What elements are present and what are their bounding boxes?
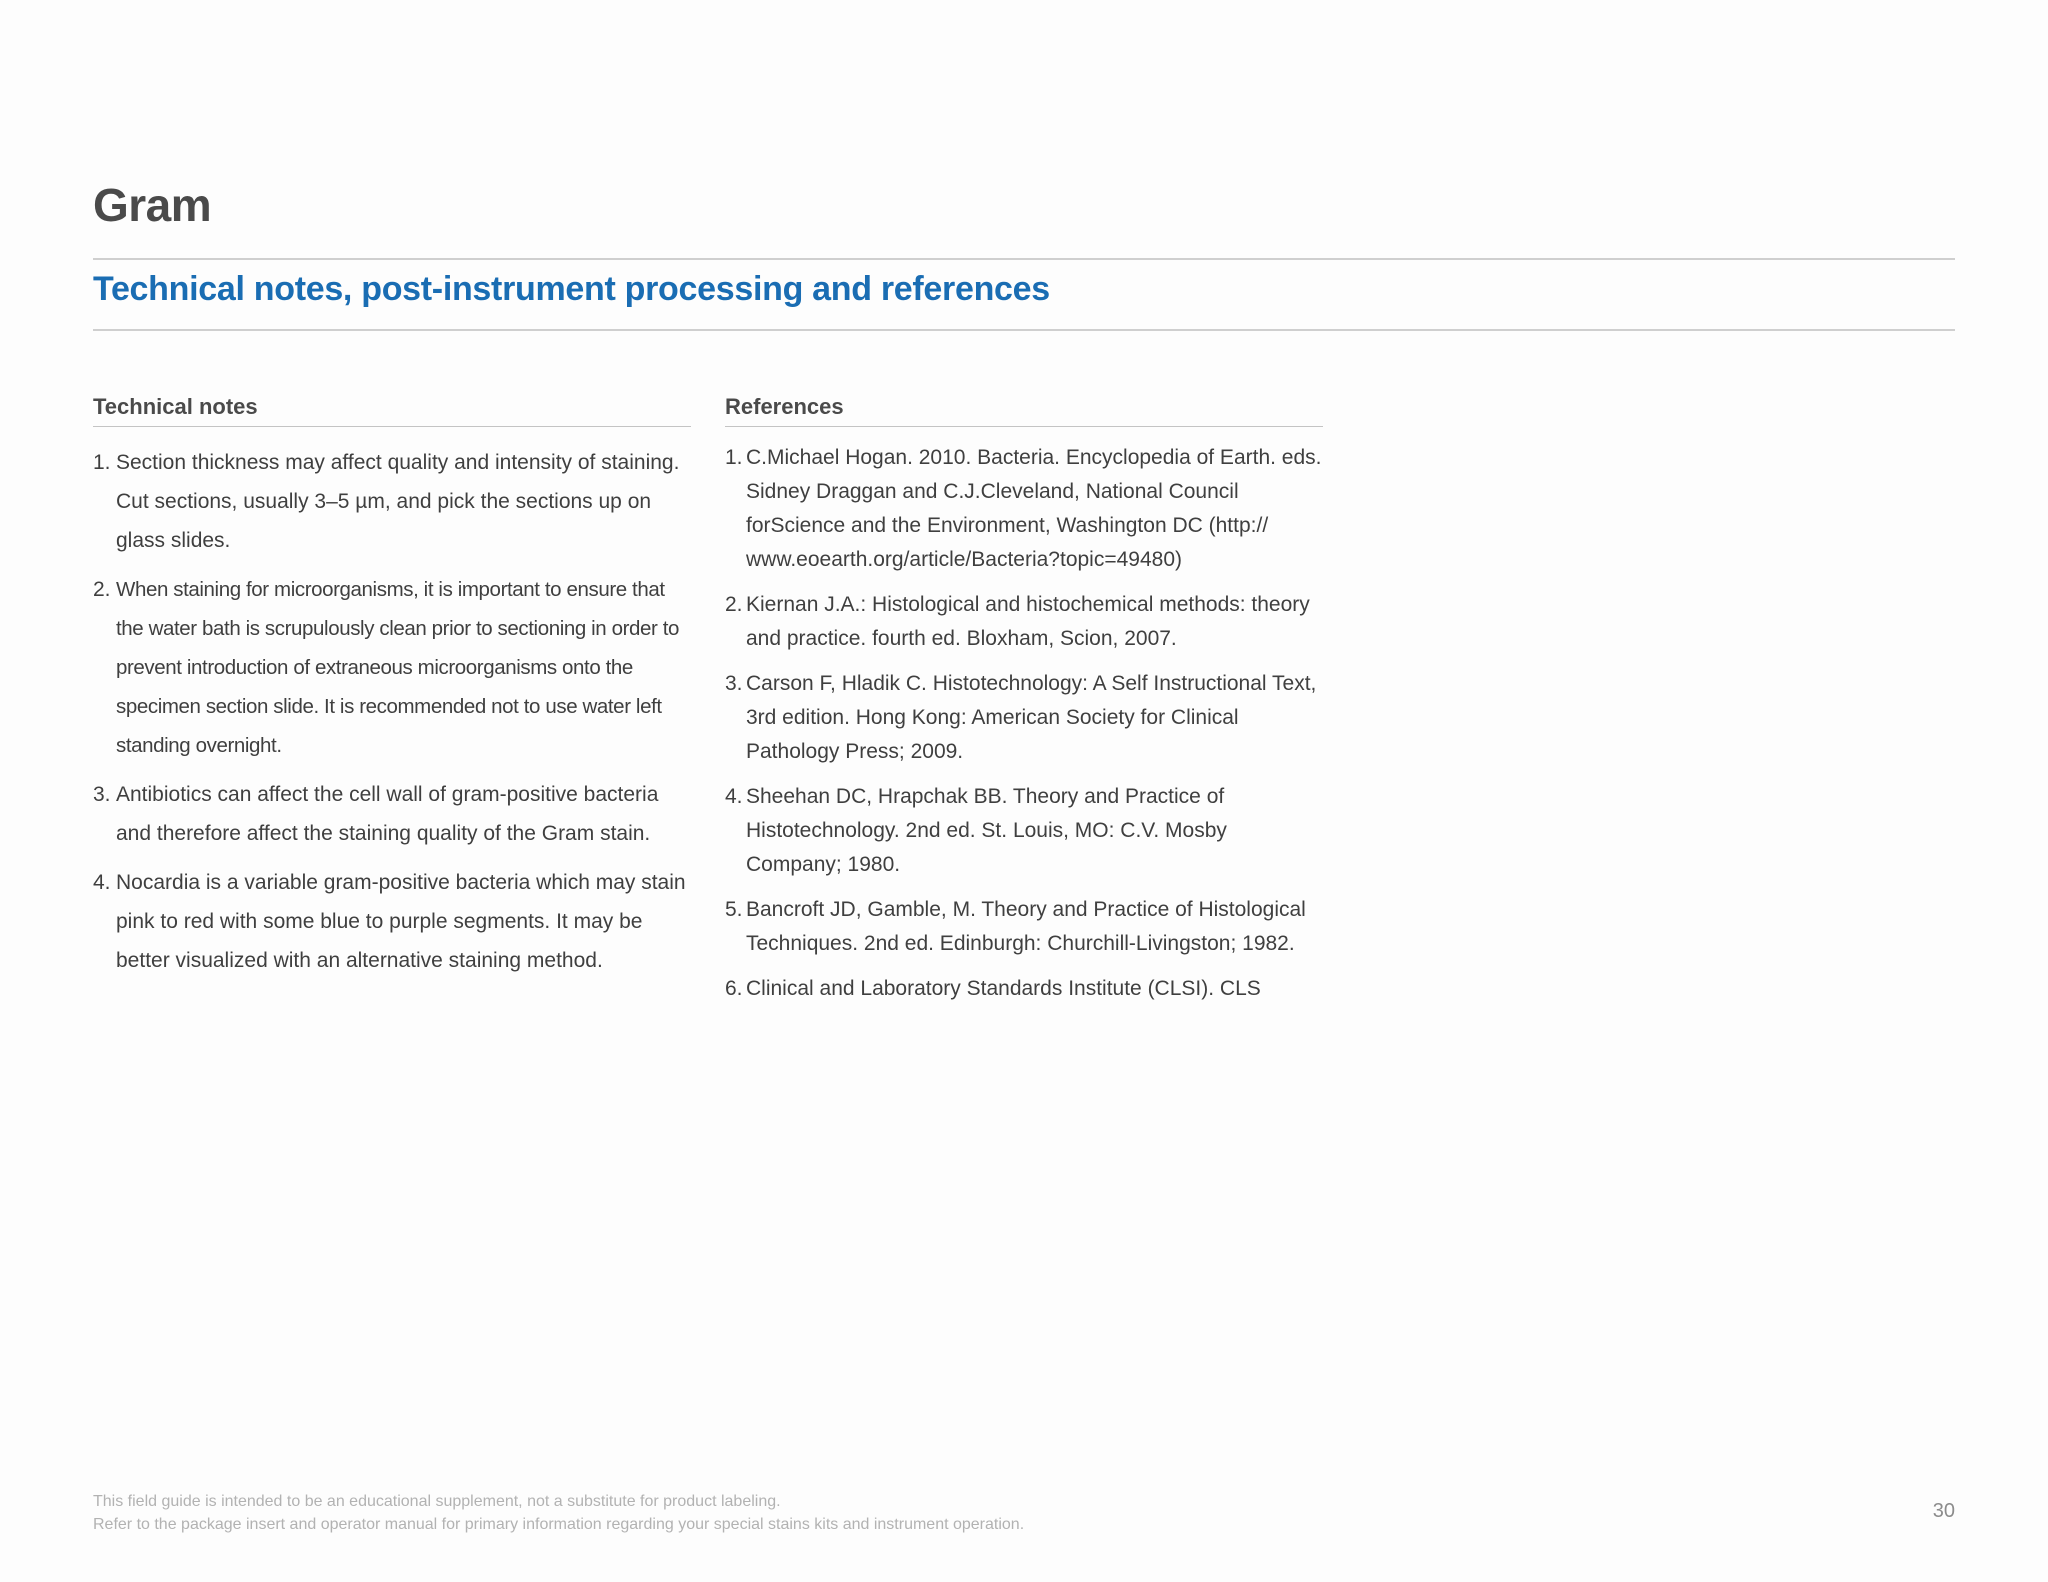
item-number: 1. [93,451,111,474]
technical-note-item [93,775,691,853]
footer-disclaimer [93,1490,1024,1536]
item-text: Carson F, Hladik C. Histotechnology: A Self Instructional Text, 3rd edition. Hong Kong: American Society for Clinical Pathology Press; 2009. [746,672,1317,763]
disclaimer-line: This field guide is intended to be an educational supplement, not a substitute for product labeling. [93,1493,781,1510]
item-number: 5. [725,898,743,921]
item-text: C.Michael Hogan. 2010. Bacteria. Encyclopedia of Earth. eds. Sidney Draggan and C.J.Cleveland, National Council forScience and the Environment, Washington DC (http:// www.eoearth.org/article/Bacteria?topic=49480) [746,446,1322,571]
item-number: 3. [725,672,743,695]
technical-notes-list [93,443,691,980]
item-text: Clinical and Laboratory Standards Institute (CLSI). CLS [746,977,1261,1000]
reference-item [725,667,1323,769]
references-column [725,394,1323,1017]
item-number: 6. [725,977,743,1000]
item-text: Antibiotics can affect the cell wall of gram-positive bacteria and therefore affect the staining quality of the Gram stain. [116,783,659,845]
references-heading: References [725,394,1323,427]
references-list [725,441,1323,1006]
item-text: When staining for microorganisms, it is important to ensure that the water bath is scrupulously clean prior to sectioning in order to prevent introduction of extraneous microorganisms onto the specimen section slide. It is recommended not to use water left standing overnight. [116,578,680,757]
section-divider [93,329,1955,331]
reference-item [725,893,1323,961]
section-title: Technical notes, post-instrument processing and references [93,270,1050,308]
item-text: Kiernan J.A.: Histological and histochemical methods: theory and practice. fourth ed. Bloxham, Scion, 2007. [746,593,1310,650]
technical-note-item [93,570,691,765]
document-page [93,0,1955,1582]
reference-item [725,441,1323,577]
page-title: Gram [93,179,212,231]
item-number: 2. [725,593,743,616]
reference-item [725,972,1323,1006]
technical-notes-heading: Technical notes [93,394,691,427]
item-number: 1. [725,446,743,469]
disclaimer-line: Refer to the package insert and operator manual for primary information regarding your special stains kits and instrument operation. [93,1516,1025,1533]
item-number: 2. [93,578,111,601]
reference-item [725,588,1323,656]
item-number: 4. [725,785,743,808]
page-number: 30 [1932,1500,1955,1522]
technical-notes-column [93,394,691,990]
technical-note-item [93,863,691,980]
reference-item [725,780,1323,882]
item-number: 4. [93,871,111,894]
item-text: Nocardia is a variable gram-positive bacteria which may stain pink to red with some blue to purple segments. It may be better visualized with an alternative staining method. [116,871,686,972]
item-text: Sheehan DC, Hrapchak BB. Theory and Practice of Histotechnology. 2nd ed. St. Louis, MO: C.V. Mosby Company; 1980. [746,785,1227,876]
item-text: Section thickness may affect quality and intensity of staining. Cut sections, usually 3–5 µm, and pick the sections up on glass slides. [116,451,680,552]
item-number: 3. [93,783,111,806]
technical-note-item [93,443,691,560]
item-text: Bancroft JD, Gamble, M. Theory and Practice of Histological Techniques. 2nd ed. Edinburgh: Churchill-Livingston; 1982. [746,898,1306,955]
title-divider [93,258,1955,260]
